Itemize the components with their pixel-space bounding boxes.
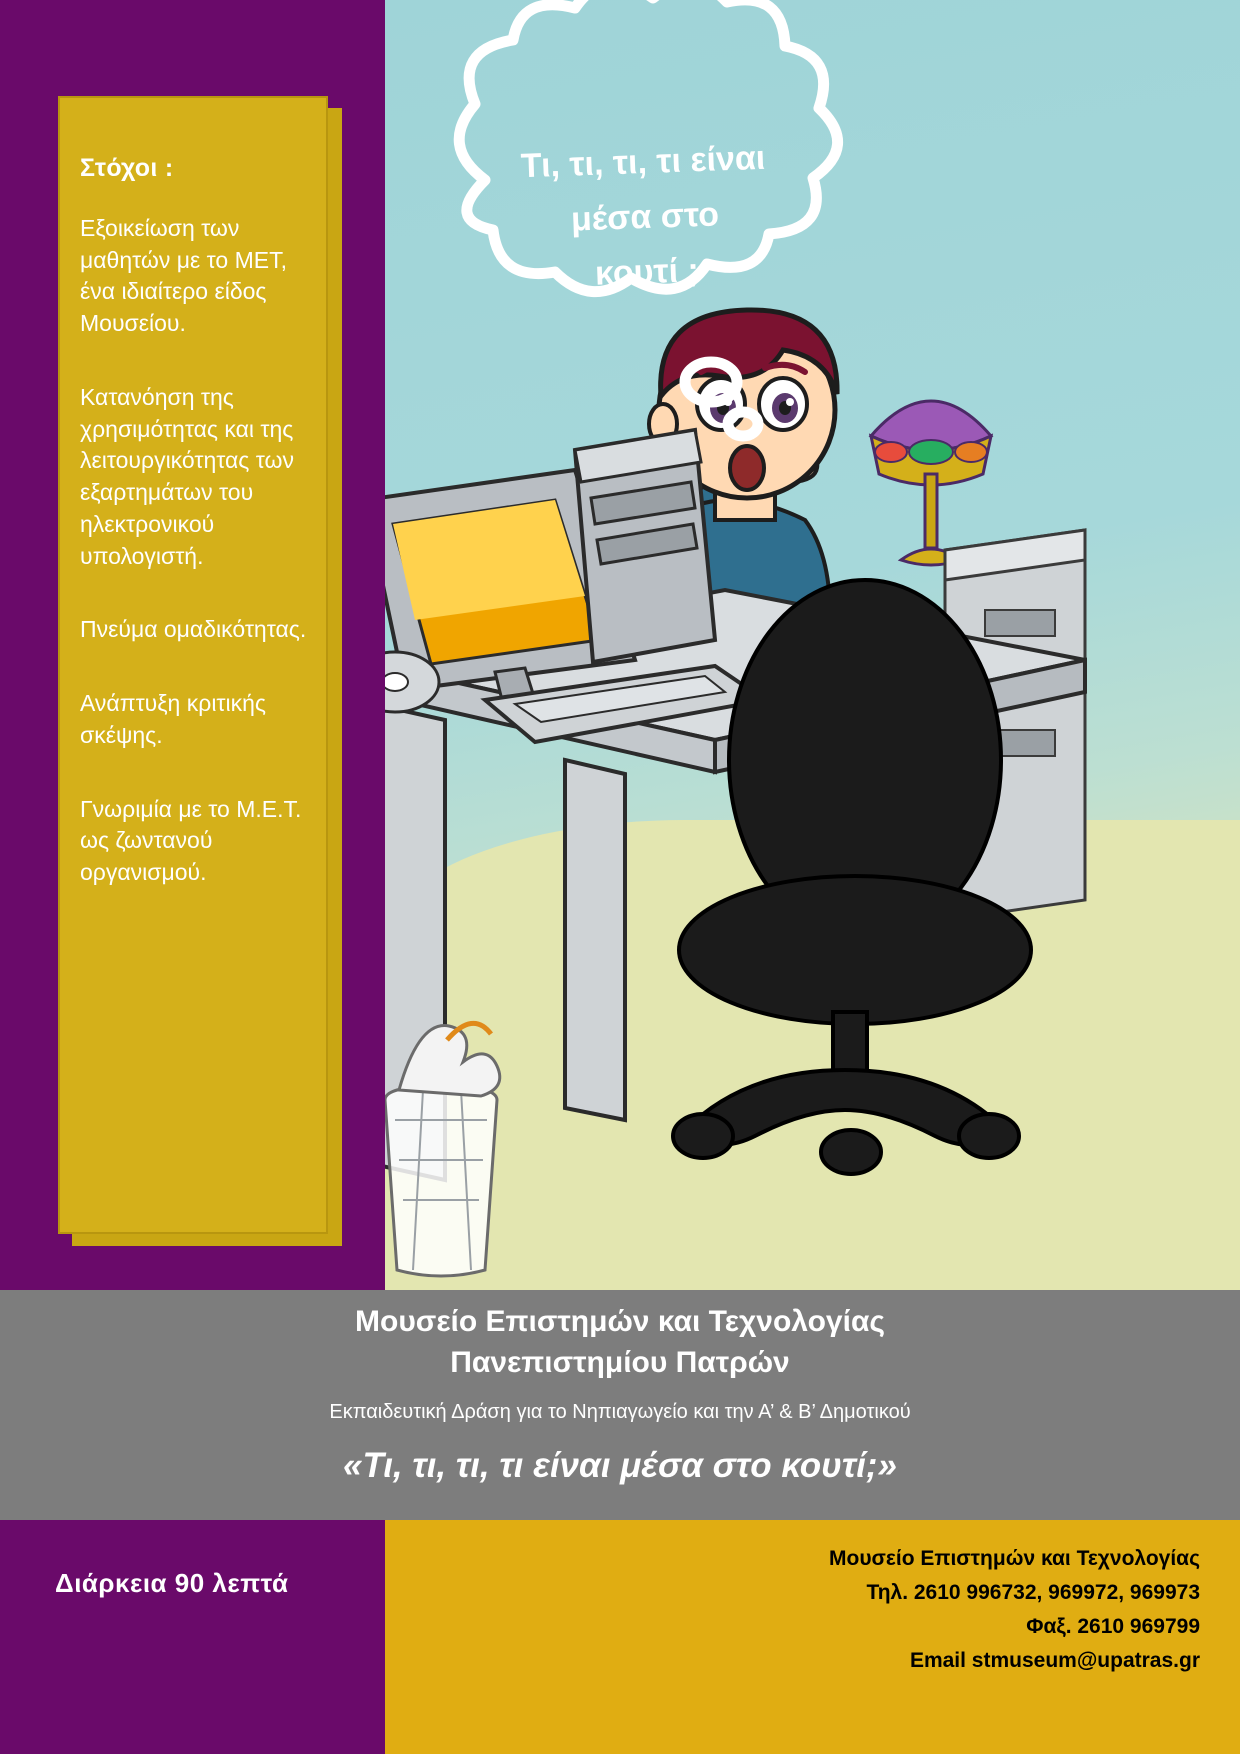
title-banner — [0, 1290, 1240, 1520]
objective-item-3: Πνεύμα ομαδικότητας. — [80, 616, 307, 643]
objectives-heading: Στόχοι : — [80, 154, 174, 182]
footer-contact-panel — [385, 1520, 1240, 1754]
bubble-line-1: Τι, τι, τι, τι είναι — [520, 138, 766, 186]
illustration-area — [385, 0, 1240, 1290]
computer-tower-icon — [575, 430, 715, 662]
thought-bubble — [385, 0, 905, 460]
footer — [0, 1520, 1240, 1754]
objectives-box — [58, 96, 328, 1234]
duration-label: Διάρκεια 90 λεπτά — [55, 1568, 289, 1598]
objective-item-1: Εξοικείωση των μαθητών με το ΜΕΤ, ένα ιδιαίτερο είδος Μουσείου. — [80, 215, 287, 337]
contact-museum: Μουσείο Επιστημών και Τεχνολογίας — [829, 1547, 1200, 1570]
contact-phone: Τηλ. 2610 996732, 969972, 969973 — [866, 1581, 1200, 1605]
bubble-line-3: κουτί ; — [594, 251, 700, 293]
objective-item-4: Ανάπτυξη κριτικής σκέψης. — [80, 690, 266, 748]
museum-name-line-2: Πανεπιστημίου Πατρών — [450, 1345, 790, 1379]
banner-subtitle: Εκπαιδευτική Δράση για το Νηπιαγωγείο και την Α’ & Β’ Δημοτικού — [329, 1401, 911, 1423]
objective-item-2: Κατανόηση της χρησιμότητας και της λειτουργικότητας των εξαρτημάτων του ηλεκτρονικού υπολογιστή. — [80, 383, 294, 569]
thought-bubble-text — [417, 127, 872, 308]
footer-duration-panel — [0, 1520, 385, 1754]
contact-block — [829, 1542, 1200, 1678]
objective-item-5: Γνωριμία με το Μ.Ε.Τ. ως ζωντανού οργανισμού. — [80, 795, 302, 886]
bubble-line-2: μέσα στο — [570, 195, 720, 239]
contact-email[interactable]: Email stmuseum@upatras.gr — [909, 1649, 1200, 1673]
museum-name-line-1: Μουσείο Επιστημών και Τεχνολογίας — [355, 1305, 885, 1338]
activity-title: «Τι, τι, τι, τι είναι μέσα στο κουτί;» — [342, 1446, 898, 1485]
contact-fax: Φαξ. 2610 969799 — [1026, 1615, 1200, 1639]
